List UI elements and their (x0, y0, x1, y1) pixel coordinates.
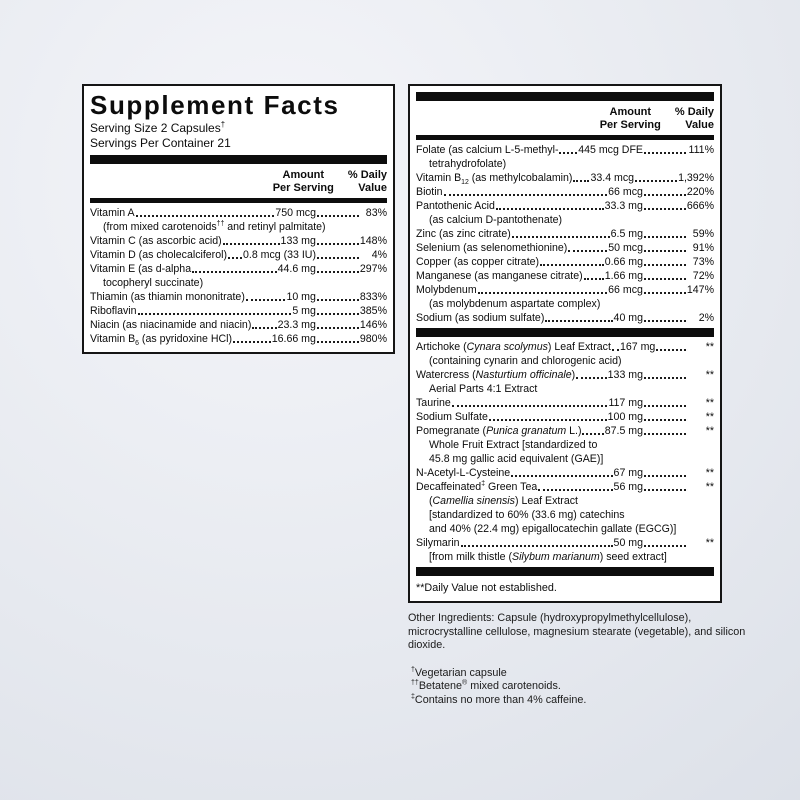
dot-leader (612, 349, 619, 351)
nutrient-name: Zinc (as zinc citrate) (416, 228, 511, 240)
dot-leader (317, 313, 359, 315)
other-ingredients: Other Ingredients: Capsule (hydroxypropylmethylcellulose), microcrystalline cellulose, magnesium stearate (vegetable), and silicon dioxide. (408, 612, 746, 651)
dot-leader (317, 299, 359, 301)
dot-leader (584, 278, 604, 280)
nutrient-subline: and 40% (22.4 mg) epigallocatechin gallate (EGCG)] (429, 523, 677, 535)
dot-leader (582, 433, 603, 435)
dot-leader (461, 545, 613, 547)
nutrient-daily-value: 385% (359, 305, 387, 317)
daily-value-header (675, 106, 714, 131)
nutrient-daily-value: 980% (359, 333, 387, 345)
nutrient-daily-value: ** (705, 411, 714, 423)
dot-leader (478, 292, 607, 294)
nutrient-daily-value: 833% (359, 291, 387, 303)
dot-leader (452, 405, 608, 407)
nutrient-row (416, 480, 714, 494)
dot-leader (138, 313, 292, 315)
nutrient-daily-value: 146% (359, 319, 387, 331)
nutrient-subline: Whole Fruit Extract [standardized to (429, 439, 598, 451)
per-serving-header-line: Per Serving (272, 181, 334, 194)
nutrient-amount: 133 mg (607, 369, 643, 381)
nutrient-row (416, 241, 714, 255)
section-divider-bar (416, 328, 714, 337)
nutrient-amount: 44.6 mg (277, 263, 316, 275)
dot-leader (568, 250, 607, 252)
dot-leader (644, 489, 686, 491)
nutrient-subline: tetrahydrofolate) (429, 158, 507, 170)
supplement-facts-title: Supplement Facts (90, 90, 340, 120)
daily-value-footnote: **Daily Value not established. (416, 582, 557, 594)
nutrient-row (416, 396, 714, 410)
vitamin-rows (90, 206, 387, 346)
dot-leader (644, 264, 686, 266)
nutrient-amount: 0.8 mcg (33 IU) (242, 249, 316, 261)
supplement-facts-panel (82, 84, 395, 354)
nutrient-amount: 750 mcg (275, 207, 316, 219)
right-label-column (408, 84, 746, 707)
nutrient-name: Pantothenic Acid (416, 200, 495, 212)
nutrient-daily-value: 666% (686, 200, 714, 212)
nutrient-row (416, 536, 714, 550)
dot-leader (538, 489, 612, 491)
footnote-betatene: ††Betatene® mixed carotenoids. (411, 679, 561, 692)
nutrient-daily-value: 59% (692, 228, 714, 240)
nutrient-subline: tocopheryl succinate) (103, 277, 204, 289)
extended-facts-panel (408, 84, 722, 603)
nutrient-amount: 50 mcg (608, 242, 643, 254)
nutrient-amount: 133 mg (280, 235, 316, 247)
nutrient-daily-value: ** (705, 369, 714, 381)
nutrient-subline: Aerial Parts 4:1 Extract (429, 383, 538, 395)
nutrient-name: Biotin (416, 186, 443, 198)
footnote-caffeine: ‡Contains no more than 4% caffeine. (411, 692, 587, 706)
nutrient-row (90, 318, 387, 332)
dot-leader (644, 236, 686, 238)
divider-bar (416, 135, 714, 140)
dot-leader (317, 243, 359, 245)
nutrient-daily-value: 72% (692, 270, 714, 282)
dot-leader (576, 377, 606, 379)
footnote-vegetarian: †Vegetarian capsule (411, 665, 507, 679)
botanical-rows (416, 340, 714, 564)
nutrient-name: Taurine (416, 397, 451, 409)
nutrient-daily-value: 148% (359, 235, 387, 247)
nutrient-row (416, 410, 714, 424)
nutrient-daily-value: ** (705, 481, 714, 493)
nutrient-row (416, 199, 714, 213)
dot-leader (223, 243, 280, 245)
nutrient-row (90, 304, 387, 318)
daily-header-line: % Daily (674, 106, 714, 118)
nutrient-subline: (as calcium D-pantothenate) (429, 214, 563, 226)
nutrient-amount: 1.66 mg (604, 270, 643, 282)
nutrient-name: Sodium Sulfate (416, 411, 488, 423)
dot-leader (559, 152, 577, 154)
dot-leader (644, 278, 686, 280)
nutrient-amount: 33.3 mg (604, 200, 643, 212)
nutrient-daily-value: 147% (686, 284, 714, 296)
nutrient-daily-value: 297% (359, 263, 387, 275)
nutrient-amount: 23.3 mg (277, 319, 316, 331)
amount-per-serving-header (273, 169, 334, 194)
amount-header-line: Amount (282, 169, 325, 181)
nutrient-amount: 445 mcg DFE (578, 144, 643, 156)
nutrient-amount: 5 mg (292, 305, 316, 317)
nutrient-row (416, 283, 714, 297)
dot-leader (644, 433, 686, 435)
nutrient-row (416, 340, 714, 354)
dot-leader (512, 236, 610, 238)
dot-leader (644, 405, 686, 407)
dot-leader (656, 349, 686, 351)
nutrient-name: Silymarin (416, 537, 460, 549)
divider-bar (90, 155, 387, 164)
nutrient-name: Watercress (Nasturtium officinale) (416, 369, 576, 381)
dot-leader (192, 271, 277, 273)
nutrient-daily-value: 83% (365, 207, 387, 219)
dot-leader (545, 320, 612, 322)
daily-value-header (348, 169, 387, 194)
nutrient-daily-value: 111% (688, 144, 714, 156)
nutrient-name: Vitamin $B_{12}$ (as methylcobalamin) (416, 172, 573, 187)
left-label-column (82, 84, 395, 354)
divider-bar (90, 198, 387, 203)
nutrient-row (90, 206, 387, 220)
nutrient-amount: 117 mg (608, 397, 643, 409)
nutrient-row (416, 185, 714, 199)
nutrient-row (90, 290, 387, 304)
nutrient-daily-value: 2% (698, 312, 714, 324)
nutrient-subline: (as molybdenum aspartate complex) (429, 298, 601, 310)
nutrient-name: Vitamin A (90, 207, 135, 219)
dot-leader (644, 475, 686, 477)
section-divider-bar (416, 567, 714, 576)
dot-leader (644, 320, 686, 322)
nutrient-row (416, 227, 714, 241)
divider-bar (416, 92, 714, 101)
nutrient-row (416, 255, 714, 269)
nutrient-daily-value: 220% (686, 186, 714, 198)
value-header-line: Value (685, 118, 714, 131)
mineral-rows (416, 143, 714, 325)
nutrient-amount: 40 mg (613, 312, 643, 324)
nutrient-row (416, 171, 714, 185)
dot-leader (317, 327, 359, 329)
dot-leader (644, 250, 686, 252)
nutrient-amount: 6.5 mg (610, 228, 643, 240)
value-header-line: Value (358, 181, 387, 194)
column-headers (90, 166, 387, 196)
nutrient-daily-value: ** (705, 397, 714, 409)
dot-leader (496, 208, 604, 210)
serving-size: Serving Size 2 Capsules† (90, 120, 226, 135)
dot-leader (644, 419, 686, 421)
nutrient-row (90, 262, 387, 276)
nutrient-name: Riboflavin (90, 305, 137, 317)
dot-leader (252, 327, 276, 329)
nutrient-daily-value: 1,392% (678, 172, 714, 184)
nutrient-row (416, 424, 714, 438)
nutrient-name: Selenium (as selenomethionine) (416, 242, 568, 254)
dot-leader (644, 152, 686, 154)
dot-leader (444, 194, 608, 196)
nutrient-subline: (Camellia sinensis) Leaf Extract (429, 495, 578, 507)
nutrient-name: Pomegranate (Punica granatum L.) (416, 425, 582, 437)
nutrient-name: Thiamin (as thiamin mononitrate) (90, 291, 245, 303)
nutrient-amount: 10 mg (286, 291, 316, 303)
nutrient-name: Vitamin D (as cholecalciferol) (90, 249, 227, 261)
nutrient-row (416, 466, 714, 480)
dot-leader (136, 215, 275, 217)
nutrient-amount: 87.5 mg (604, 425, 643, 437)
dot-leader (644, 377, 686, 379)
dot-leader (511, 475, 612, 477)
label-footnotes (408, 667, 722, 708)
nutrient-name: Vitamin C (as ascorbic acid) (90, 235, 222, 247)
dot-leader (317, 215, 359, 217)
dot-leader (540, 264, 604, 266)
servings-per-container: Servings Per Container 21 (90, 136, 231, 150)
per-serving-header-line: Per Serving (599, 118, 661, 131)
dot-leader (246, 299, 286, 301)
dot-leader (317, 271, 359, 273)
dot-leader (317, 257, 359, 259)
nutrient-row (416, 269, 714, 283)
daily-header-line: % Daily (347, 169, 387, 181)
nutrient-name: Molybdenum (416, 284, 477, 296)
nutrient-daily-value: ** (705, 341, 714, 353)
nutrient-daily-value: 91% (692, 242, 714, 254)
nutrient-name: Vitamin E (as d-alpha (90, 263, 192, 275)
nutrient-subline: (from mixed carotenoids†† and retinyl palmitate) (103, 220, 326, 233)
nutrient-row (90, 332, 387, 346)
nutrient-name: Manganese (as manganese citrate) (416, 270, 583, 282)
nutrient-row (416, 368, 714, 382)
nutrient-daily-value: ** (705, 537, 714, 549)
nutrient-name: Decaffeinated‡ Green Tea (416, 480, 538, 493)
nutrient-amount: 33.4 mcg (590, 172, 635, 184)
amount-header-line: Amount (609, 106, 652, 118)
nutrient-name: N-Acetyl-L-Cysteine (416, 467, 511, 479)
nutrient-amount: 66 mcg (608, 284, 643, 296)
nutrient-name: Vitamin $B_6$ (as pyridoxine HCl) (90, 333, 233, 348)
nutrient-row (90, 248, 387, 262)
dot-leader (644, 194, 686, 196)
column-headers (416, 103, 714, 133)
dot-leader (228, 257, 242, 259)
nutrient-row (416, 311, 714, 325)
nutrient-amount: 66 mcg (608, 186, 643, 198)
nutrient-amount: 100 mg (607, 411, 643, 423)
nutrient-name: Niacin (as niacinamide and niacin) (90, 319, 252, 331)
nutrient-subline: [from milk thistle (Silybum marianum) seed extract] (429, 551, 667, 563)
dot-leader (644, 208, 686, 210)
nutrient-subline: [standardized to 60% (33.6 mg) catechins (429, 509, 625, 521)
nutrient-row (416, 143, 714, 157)
dot-leader (644, 292, 686, 294)
nutrient-row (90, 234, 387, 248)
nutrient-name: Copper (as copper citrate) (416, 256, 540, 268)
nutrient-daily-value: ** (705, 467, 714, 479)
nutrient-subline: 45.8 mg gallic acid equivalent (GAE)] (429, 453, 604, 465)
nutrient-amount: 0.66 mg (604, 256, 643, 268)
dot-leader (317, 341, 359, 343)
nutrient-name: Folate (as calcium L-5-methyl- (416, 144, 559, 156)
nutrient-amount: 50 mg (613, 537, 643, 549)
dot-leader (233, 341, 271, 343)
nutrient-amount: 167 mg (619, 341, 656, 353)
nutrient-daily-value: ** (705, 425, 714, 437)
nutrient-name: Sodium (as sodium sulfate) (416, 312, 545, 324)
dot-leader (573, 180, 589, 182)
nutrient-subline: (containing cynarin and chlorogenic acid) (429, 355, 622, 367)
nutrient-amount: 67 mg (613, 467, 643, 479)
nutrient-name: Artichoke (Cynara scolymus) Leaf Extract (416, 341, 611, 353)
dot-leader (635, 180, 677, 182)
nutrient-daily-value: 4% (371, 249, 387, 261)
nutrient-amount: 16.66 mg (271, 333, 316, 345)
dot-leader (644, 545, 686, 547)
nutrient-amount: 56 mg (613, 481, 643, 493)
dot-leader (489, 419, 607, 421)
nutrient-daily-value: 73% (692, 256, 714, 268)
amount-per-serving-header (600, 106, 661, 131)
